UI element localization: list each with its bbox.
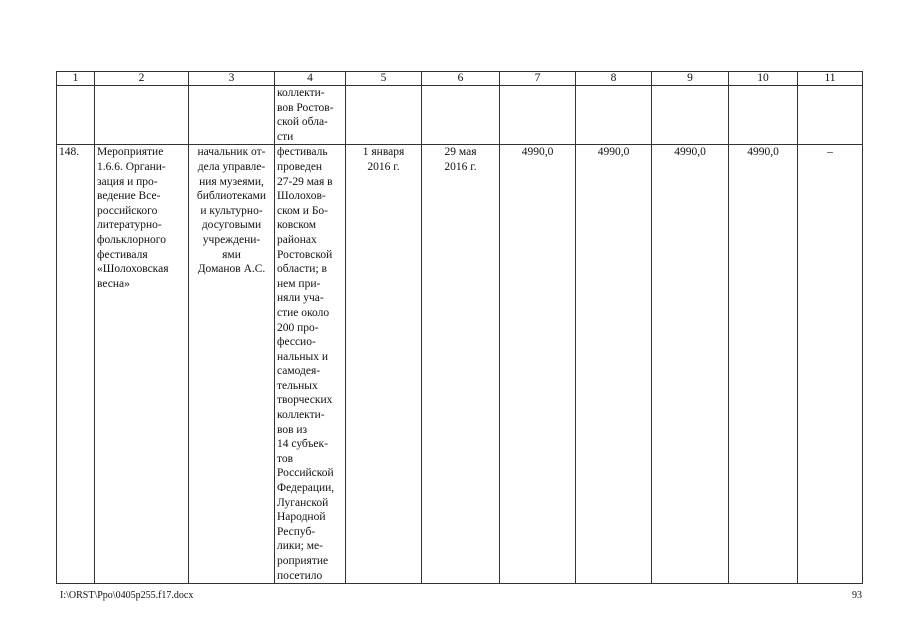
- cell-line: вов из: [277, 423, 308, 436]
- cell-line: 14 субъек-: [277, 438, 328, 451]
- cell-line: Доманов А.С.: [197, 263, 266, 276]
- cell-line: учреждени-: [202, 233, 261, 246]
- cell-line: литературно-: [97, 219, 162, 232]
- header-cell: 9: [652, 72, 729, 86]
- amount-cell-10: 4990,0: [729, 145, 798, 584]
- table-cell: [798, 86, 863, 145]
- cell-line: Народной: [277, 511, 326, 524]
- cell-line: тов: [277, 452, 294, 465]
- table-cell: [500, 86, 576, 145]
- page-number: 93: [852, 590, 862, 601]
- table-cell: [729, 86, 798, 145]
- cell-line: ями: [222, 248, 241, 261]
- table-row: [57, 145, 863, 584]
- cell-line: начальник от-: [197, 146, 266, 159]
- cell-line: Ростовской: [277, 248, 333, 261]
- amount-cell-7: 4990,0: [500, 145, 576, 584]
- cell-line: библиотеками: [196, 190, 267, 203]
- cell-line: 27-29 мая в: [277, 175, 333, 188]
- row-number: 148.: [57, 145, 95, 584]
- cell-line: фестиваля: [97, 248, 148, 261]
- cell-line: вов Ростов-: [277, 101, 334, 114]
- cell-line: лики; ме-: [277, 540, 323, 553]
- cell-line: творческих: [277, 394, 333, 407]
- cell-line: коллекти-: [277, 409, 325, 422]
- cell-line: роприятие: [277, 555, 329, 567]
- header-row: [57, 72, 863, 86]
- cell-line: фессио-: [277, 336, 316, 349]
- amount-cell-8: 4990,0: [576, 145, 652, 584]
- cell-line: районах: [277, 233, 317, 246]
- cell-line: 1.6.6. Органи-: [97, 160, 166, 173]
- table-cell: [422, 86, 500, 145]
- cell-line: стие около: [277, 306, 330, 319]
- cell-line: сти: [277, 130, 294, 143]
- result-cell: [275, 145, 346, 584]
- cell-line: ния музеями,: [199, 175, 264, 188]
- file-path: I:\ORST\Ppo\0405p255.f17.docx: [60, 590, 194, 601]
- cell-line: фестиваль: [277, 146, 328, 159]
- cell-line: ведение Все-: [97, 190, 161, 203]
- table-cell: [57, 86, 95, 145]
- cell-line: дела управле-: [197, 160, 266, 173]
- start-date-cell: [346, 145, 422, 584]
- cell-line: Федерации,: [277, 482, 335, 495]
- cell-line: весна»: [97, 277, 130, 290]
- cell-line: посетило: [277, 569, 323, 582]
- cell-line: 200 про-: [277, 321, 319, 334]
- cell-line: ковском: [277, 219, 317, 232]
- cell-line: области; в: [277, 263, 327, 276]
- cell-line: Мероприятие: [97, 146, 164, 159]
- header-cell: 8: [576, 72, 652, 86]
- amount-cell-9: 4990,0: [652, 145, 729, 584]
- cell-line: тельных: [277, 379, 318, 392]
- table-cell: [189, 86, 275, 145]
- event-name-cell: [95, 145, 189, 584]
- cell-line: фольклорного: [97, 233, 166, 246]
- header-cell: 7: [500, 72, 576, 86]
- header-cell: 2: [95, 72, 189, 86]
- cell-line: нем при-: [277, 277, 321, 290]
- header-cell: 10: [729, 72, 798, 86]
- dash-cell-11: –: [798, 145, 863, 584]
- cell-line: Российской: [277, 467, 334, 480]
- cell-line: самодея-: [277, 365, 321, 378]
- responsible-cell: [189, 145, 275, 584]
- cell-line: ском и Бо-: [277, 204, 329, 217]
- cell-line: и культурно-: [200, 204, 263, 217]
- cell-line: няли уча-: [277, 292, 324, 305]
- cell-line: Луганской: [277, 496, 329, 509]
- cell-line: ской обла-: [277, 116, 328, 129]
- cell-line: зация и про-: [97, 175, 158, 188]
- table-cell: [576, 86, 652, 145]
- cell-line: 2016 г.: [444, 160, 477, 173]
- report-table: [56, 71, 863, 584]
- cell-line: 2016 г.: [367, 160, 400, 173]
- cell-line: Шолохов-: [277, 190, 326, 203]
- cell-line: 1 января: [362, 146, 405, 159]
- cell-line: «Шолоховская: [97, 263, 169, 276]
- table-cell: [652, 86, 729, 145]
- table-cell: [95, 86, 189, 145]
- header-cell: 11: [798, 72, 863, 86]
- continuation-row: [57, 86, 863, 145]
- cell-line: нальных и: [277, 350, 329, 363]
- header-cell: 1: [57, 72, 95, 86]
- header-cell: 6: [422, 72, 500, 86]
- table-cell: [346, 86, 422, 145]
- cell-line: досуговыми: [201, 219, 262, 232]
- cell-line: Респуб-: [277, 525, 316, 538]
- cell-line: российского: [97, 204, 158, 217]
- end-date-cell: [422, 145, 500, 584]
- cell-line: проведен: [277, 160, 323, 173]
- result-cell-continued: [275, 86, 346, 145]
- header-cell: 5: [346, 72, 422, 86]
- cell-line: 29 мая: [444, 146, 477, 159]
- header-cell: 3: [189, 72, 275, 86]
- cell-line: коллекти-: [277, 87, 325, 99]
- header-cell: 4: [275, 72, 346, 86]
